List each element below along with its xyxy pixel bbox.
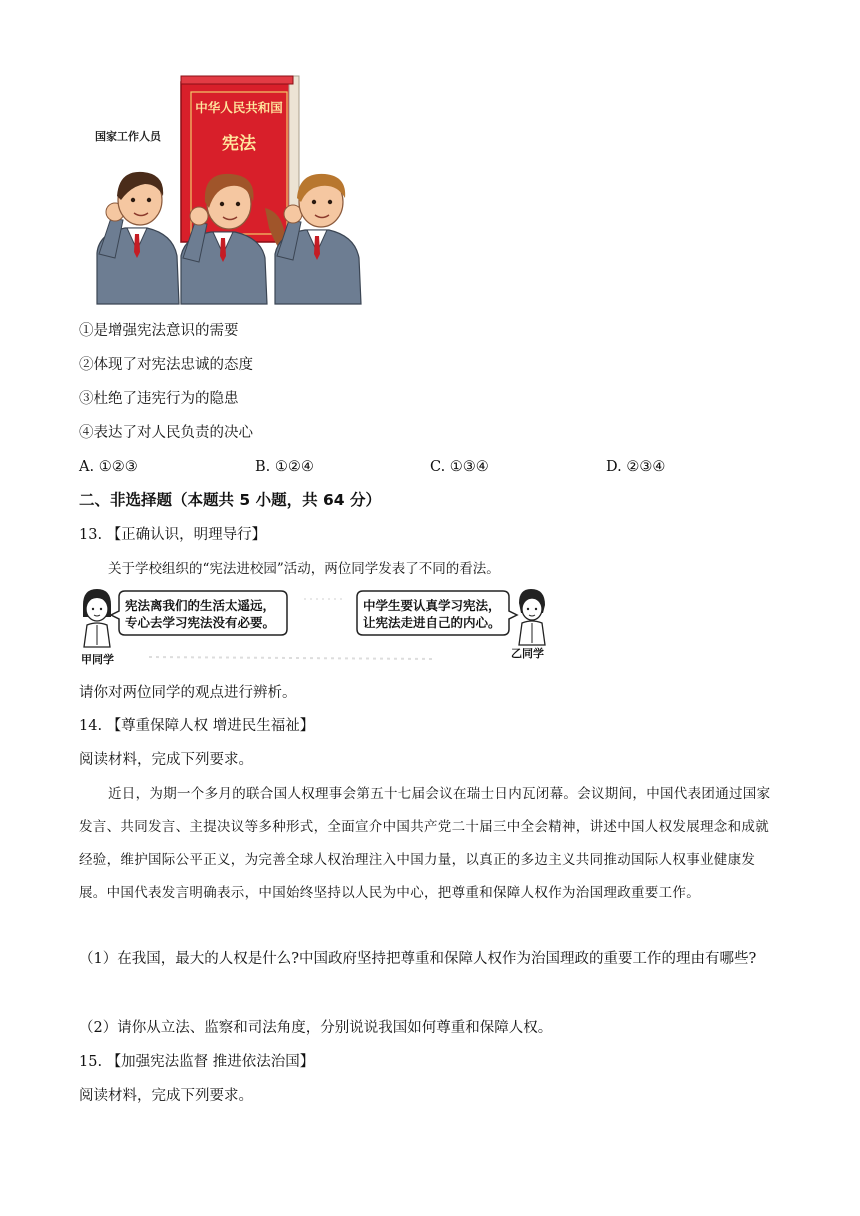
student-b-figure: [519, 589, 545, 645]
q15-instruction: 阅读材料，完成下列要求。: [79, 1088, 253, 1104]
statement-1: ①是增强宪法意识的需要: [79, 323, 239, 339]
q14-title: 14. 【尊重保障人权 增进民生福祉】: [79, 718, 315, 734]
book-title-line2: 宪法: [222, 134, 256, 154]
q13-task: 请你对两位同学的观点进行辨析。: [79, 685, 297, 701]
option-b: B. ①②④: [255, 459, 314, 475]
statement-3: ③杜绝了违宪行为的隐患: [79, 391, 239, 407]
book-title: [183, 98, 295, 154]
student-dialogue-illustration: [79, 587, 554, 665]
student-b-speech-line2: 让宪法走进自己的内心。: [363, 615, 501, 630]
constitution-oath-illustration: [85, 68, 380, 306]
student-b-speech: [363, 597, 501, 631]
statement-4: ④表达了对人民负责的决心: [79, 425, 253, 441]
q13-title: 13. 【正确认识，明理导行】: [79, 527, 267, 543]
student-a-speech: [125, 597, 275, 631]
student-a-speech-line2: 专心去学习宪法没有必要。: [125, 615, 276, 630]
option-a: A. ①②③: [79, 459, 138, 475]
student-a-speech-line1: 宪法离我们的生活太遥远，: [125, 598, 276, 613]
q14-sub2: （2）请你从立法、监察和司法角度，分别说说我国如何尊重和保障人权。: [79, 1020, 553, 1036]
statement-2: ②体现了对宪法忠诚的态度: [79, 357, 253, 373]
q14-sub1: （1）在我国，最大的人权是什么?中国政府坚持把尊重和保障人权作为治国理政的重要工作的理由有哪些?: [79, 951, 757, 967]
option-c: C. ①③④: [430, 459, 489, 475]
section-title: 二、非选择题（本题共 5 小题，共 64 分）: [79, 491, 381, 509]
illustration-label: 国家工作人员: [95, 130, 161, 143]
book-title-line1: 中华人民共和国: [195, 100, 283, 115]
student-b-speech-line1: 中学生要认真学习宪法，: [363, 598, 501, 613]
q14-instruction: 阅读材料，完成下列要求。: [79, 752, 253, 768]
q15-title: 15. 【加强宪法监督 推进依法治国】: [79, 1054, 315, 1070]
option-d: D. ②③④: [606, 459, 666, 475]
student-a-name: 甲同学: [81, 653, 114, 666]
q13-intro: 关于学校组织的“宪法进校园”活动，两位同学发表了不同的看法。: [108, 561, 500, 577]
q14-material: 近日，为期一个多月的联合国人权理事会第五十七届会议在瑞士日内瓦闭幕。会议期间，中国代表团通过国家发言、共同发言、主提决议等多种形式，全面宣介中国共产党二十届三中全会精神，讲述中国人权发展理念和成就经验，维护国际公平正义，为完善全球人权治理注入中国力量，以真正的多边主义共同推动国际人权事业健康发展。中国代表发言明确表示，中国始终坚持以人民为中心，把尊重和保障人权作为治国理政重要工作。: [79, 786, 771, 901]
student-a-figure: [83, 589, 111, 647]
student-b-name: 乙同学: [511, 647, 544, 660]
left-official: [97, 172, 179, 304]
